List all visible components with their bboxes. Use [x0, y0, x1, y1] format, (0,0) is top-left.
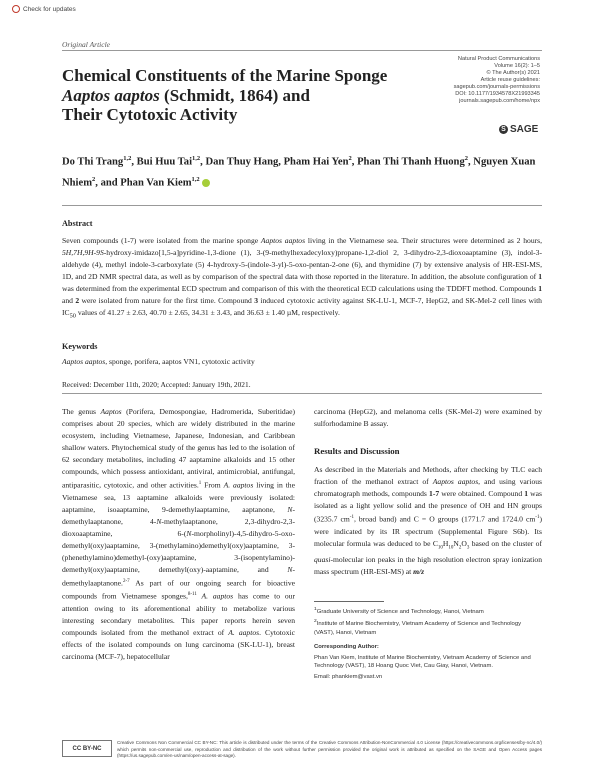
author-separator: ,	[468, 156, 474, 168]
affiliations-block	[314, 606, 542, 683]
corresponding-heading	[314, 643, 542, 652]
results-part: was isolated as a light yellow solid and the presence of OH and HN groups (3235.7 cm	[314, 489, 542, 524]
citation[interactable]: 2-7	[122, 578, 130, 584]
journal-homepage-link[interactable]: journals.sagepub.com/home/npx	[459, 98, 540, 104]
intro-part: -morpholinyl)-4,5-dihydro-5-oxo-demethyl(oxy)aaptamine, 3-(methylamino)demethyl(oxy)aaptamine, 3-(phenethylamino)demethyl-(oxy)aaptamine, 3-(isopentylamino)-demethyl(oxy)aaptamine, demethyl(oxy)-aaptamine, and	[62, 528, 295, 574]
author-name[interactable]: Pham Hai Yen	[283, 156, 349, 168]
abstract-part: -hydroxy-imidazo[1,5-a]pyridine-1,3-dione (1), 3-(9-methylhexadecyloxy)propane-1,2-diol 2, 3-dihydro-2,3-dioxoaaptamine (3), indol-3-aldehyde (4), methyl indole-3-carboxylate (5) 4-hydroxy-5-(indole-3-yl)-5-oxo-pentan-2-one (6), and thymidine (7) by extensive analysis of HR-ESI-MS, 1D, and 2D NMR spectral data, as well as by comparison of the spectral data with those reported in the literature. In addition, the absolute configuration of	[62, 248, 542, 281]
publisher-logo-text: SAGE	[510, 124, 539, 135]
intro-part: As part of our ongoing search for bioactive compounds from Vietnamese sponges,	[62, 578, 295, 601]
intro-part: From	[201, 480, 224, 490]
affiliation-text: Graduate University of Science and Technology, Hanoi, Vietnam	[316, 608, 484, 615]
title-line-2	[62, 86, 422, 106]
intro-part: living in the Vietnamese sea, 13 aaptamine alkaloids were previously isolated: aaptamine, isoaaptamine, 9-demethylaaptamine, aaptanone,	[62, 480, 295, 514]
keyword-species: Aaptos aaptos	[62, 357, 106, 366]
header-divider	[62, 205, 542, 206]
affiliation-number: 2	[314, 619, 317, 625]
abstract-part: induced cytotoxic activity against SK-LU-1, MCF-7, HepG2, and SK-Mel-2 cell lines with IC	[62, 296, 542, 317]
corresponding-label: Corresponding Author:	[314, 644, 379, 651]
abstract-part: and	[62, 296, 76, 305]
author-name[interactable]: Phan Van Kiem	[120, 177, 192, 189]
title-line-3: Their Cytotoxic Activity	[62, 105, 238, 124]
results-species: Aaptos aaptos	[432, 477, 479, 486]
affiliation-text: Institute of Marine Biochemistry, Vietnam Academy of Science and Technology (VAST), Hanoi, Vietnam	[314, 621, 522, 636]
abstract-bold: 2	[75, 296, 80, 305]
title-species: Aaptos aaptos	[62, 85, 160, 105]
author-separator: ,	[278, 156, 284, 168]
journal-doi[interactable]: DOI: 10.1177/1934578X21993345	[455, 91, 540, 97]
publisher-logo	[499, 124, 538, 135]
title-line-2-rest: (Schmidt, 1864) and	[159, 85, 310, 105]
intro-species: A. aaptos	[223, 480, 254, 490]
paper-title	[62, 66, 422, 125]
intro-italic: N	[287, 564, 293, 574]
results-part: ) were indicated by its IR spectrum (Supplemental Figure S6b). Its molecular formula was deduced to be C	[314, 514, 542, 548]
author-affiliation: 2	[464, 155, 468, 162]
received-accepted-dates: Received: December 11th, 2020; Accepted: January 19th, 2021.	[62, 380, 251, 389]
journal-permissions-link[interactable]: sagepub.com/journals-permissions	[453, 84, 540, 90]
keywords-text	[62, 356, 542, 367]
author-name[interactable]: Nguyen Xuan Nhiem	[62, 156, 536, 189]
intro-genus: Aaptos	[100, 407, 122, 416]
journal-copyright: © The Author(s) 2021	[486, 70, 540, 76]
abstract-part: was determined from the experimental ECD spectrum and comparison of this with the theoretical ECD calculations using the TDDFT method. Compounds	[62, 284, 539, 293]
keywords-heading: Keywords	[62, 342, 98, 351]
intro-part: -methylaaptanone, 2,3-dihydro-2,3-dioxoaaptamine, 6-(	[62, 516, 295, 538]
results-bold: 1-7	[429, 489, 440, 498]
corresponding-details: Phan Van Kiem, Institute of Marine Biochemistry, Vietnam Academy of Science and Technology (VAST), 18 Hoang Quoc Viet, Cau Giay, Hanoi, Vietnam.	[314, 654, 531, 670]
author-affiliation: 1,2	[191, 175, 200, 183]
results-part: As described in the Materials and Methods, after checking by TLC each fraction of the methanol extract of	[314, 465, 542, 486]
corresponding-email[interactable]: Email: phankiem@vast.vn	[314, 673, 383, 680]
author-affiliation: 1,2	[123, 155, 132, 162]
results-heading: Results and Discussion	[314, 446, 400, 456]
abstract-part: values of 41.27 ± 2.63, 40.70 ± 2.65, 34.31 ± 3.43, and 36.63 ± 1.40 µM, respectively.	[75, 308, 340, 317]
dates-divider	[62, 393, 542, 394]
sage-logo-icon: S	[499, 125, 508, 134]
formula-element: H	[442, 538, 449, 548]
journal-volume: Volume 16(2): 1–5	[494, 63, 540, 69]
journal-name: Natural Product Communications	[457, 56, 540, 62]
introduction-continued: carcinoma (HepG2), and melanoma cells (SK-Mel-2) were examined by sulforhodamine B assay.	[314, 407, 542, 428]
author-name[interactable]: Bui Huu Tai	[136, 156, 193, 168]
author-name[interactable]: Dan Thuy Hang	[205, 156, 279, 168]
abstract-subscript: 50	[69, 312, 76, 320]
formula-subscript: 10	[448, 545, 454, 551]
author-affiliation: 1,2	[192, 155, 201, 162]
intro-part: -demethylaaptanone, 4-	[62, 504, 295, 526]
formula-subscript: 10	[437, 545, 443, 551]
intro-part: -demethylaaptanone.	[62, 564, 295, 588]
affiliation-number: 1	[314, 607, 317, 612]
abstract-species: Aaptos aaptos	[260, 236, 306, 245]
keywords-rest: , sponge, porifera, aaptos VN1, cytotoxic activity	[105, 357, 255, 366]
affiliation	[314, 618, 542, 637]
journal-info-block	[430, 56, 540, 105]
results-part: , and using various chromatograph methods, compounds	[314, 477, 542, 498]
abstract-bold: 1	[538, 272, 542, 281]
license-text: Creative Commons Non Commercial CC BY-NC: This article is distributed under the terms of the Creative Commons Attribution-NonCommercial 4.0 License (https://creativecommons.org/licenses/by-nc/4.0/) which permits non-commercial use, reproduction and distribution of the work without further permission provided the original work is attributed as specified on the SAGE and Open Access pages (https://us.sagepub.com/en-us/nam/open-access-at-sage).	[117, 740, 542, 758]
intro-part: (Porifera, Demospongiae, Hadromerida, Suberitidae) comprises about 20 species, which are widely distributed in the marine ecosystem, including Vietnamese, Japanese, Indonesian, and Caribbean shallow waters. Phytochemical study of the genus has led to the isolation of 62 secondary metabolites, including 47 aaptamine alkaloids and 15 other compounds, which possess antioxidant, antiviral, antimicrobial, antifungal, antiparasitic, cytotoxic, and other activities.	[62, 407, 295, 490]
abstract-text	[62, 235, 542, 323]
author-separator: ,	[131, 156, 137, 168]
check-updates-icon	[12, 5, 20, 13]
abstract-heading: Abstract	[62, 219, 93, 228]
author-affiliation: 2	[92, 175, 96, 183]
formula-element: O	[461, 538, 467, 548]
introduction-text	[62, 406, 295, 663]
results-part: were obtained. Compound	[439, 489, 525, 498]
results-part: based on the cluster of	[469, 538, 542, 548]
author-list	[62, 150, 542, 191]
intro-species: A. aaptos	[196, 591, 234, 601]
author-affiliation: 2	[348, 155, 352, 162]
intro-italic: N	[186, 528, 192, 538]
author-separator: ,	[200, 156, 206, 168]
check-for-updates-badge[interactable]	[12, 5, 76, 13]
top-divider	[62, 50, 542, 51]
journal-reuse: Article reuse guidelines:	[480, 77, 540, 83]
formula-element: N	[453, 538, 459, 548]
citation[interactable]: 1	[198, 481, 202, 486]
intro-italic: N	[156, 516, 162, 526]
abstract-part: living in the Vietnamese sea. Their structures were determined as 2 hours,	[305, 236, 542, 245]
intro-part: . Cytotoxic effects of the isolated compounds on lung carcinoma (SK-LU-1), breast carcinoma (MCF-7), hepatocellular	[62, 627, 295, 661]
results-superscript: -1	[349, 515, 354, 520]
abstract-part: were isolated from nature for the first time. Compound	[79, 296, 255, 305]
results-part: , broad band) and C = O groups (1771.7 and 1724.0 cm	[353, 514, 536, 524]
intro-part: has come to our attention owing to its aforementional ability to metabolize various interesting secondary metabolites. This paper reports herein seven compounds isolated from the methanol extract of	[62, 591, 295, 637]
orcid-icon[interactable]	[202, 179, 210, 187]
title-line-1: Chemical Constituents of the Marine Sponge	[62, 66, 388, 85]
author-separator: ,	[351, 156, 358, 168]
affiliation-divider	[314, 601, 384, 602]
license-footer	[62, 740, 542, 760]
intro-italic: N	[287, 504, 293, 514]
abstract-part: Seven compounds (1-7) were isolated from the marine sponge	[62, 236, 261, 245]
abstract-bold: 1	[538, 284, 542, 293]
author-name[interactable]: Do Thi Trang	[62, 156, 124, 168]
results-italic: quasi	[314, 555, 331, 565]
results-bold: 1	[524, 489, 529, 498]
results-mz: m/z	[413, 567, 425, 577]
results-superscript: -1	[535, 515, 540, 520]
author-name[interactable]: Phan Thi Thanh Huong	[357, 156, 465, 168]
results-text	[314, 464, 542, 578]
intro-part: The genus	[62, 407, 101, 416]
check-updates-label: Check for updates	[23, 5, 76, 13]
cc-license-badge[interactable]: CC BY-NC	[62, 740, 112, 757]
abstract-compound: 5H,7H,9H-9S	[62, 248, 104, 257]
results-part: -molecular ion peaks in the high resolution electron spray ionization mass spectrum (HR-ESI-MS) at	[314, 555, 542, 577]
formula-subscript: 2	[458, 545, 462, 551]
article-type-label: Original Article	[62, 40, 110, 49]
abstract-bold: 3	[254, 296, 258, 305]
intro-species: A. aaptos	[228, 627, 260, 637]
formula-subscript: 3	[466, 545, 470, 551]
citation[interactable]: 8-11	[187, 592, 197, 598]
affiliation	[314, 606, 542, 616]
author-separator: , and	[95, 177, 121, 189]
